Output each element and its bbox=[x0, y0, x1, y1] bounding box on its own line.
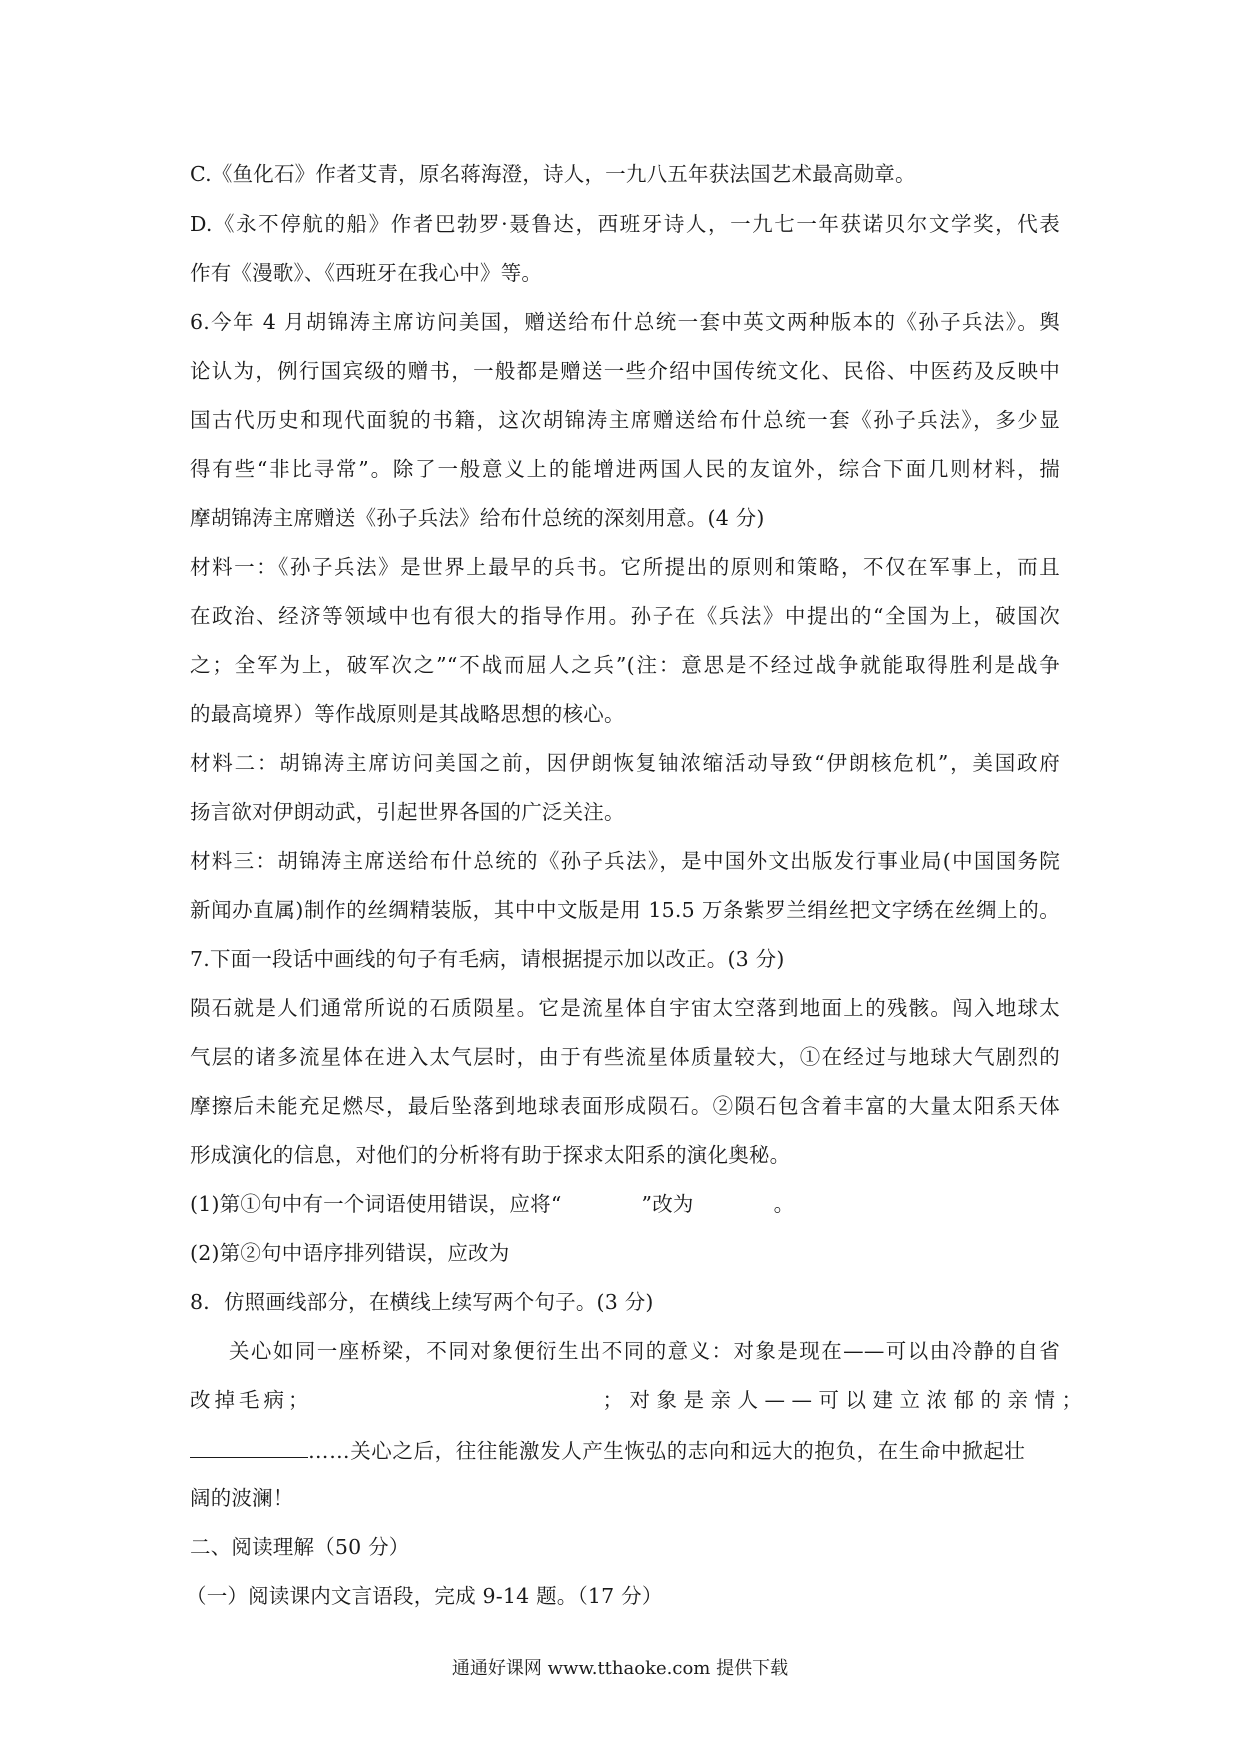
question-6-line-1: 6.今年 4 月胡锦涛主席访问美国，赠送给布什总统一套中英文两种版本的《孙子兵法》。舆 bbox=[190, 310, 1060, 334]
question-7-passage-line-1: 陨石就是人们通常所说的石质陨星。它是流星体自宇宙太空落到地面上的残骸。闯入地球太 bbox=[190, 996, 1060, 1020]
question-6-line-4: 得有些“非比寻常”。除了一般意义上的能增进两国人民的友谊外，综合下面几则材料，揣 bbox=[190, 457, 1060, 481]
question-7-part-1 bbox=[190, 1190, 1060, 1218]
question-7-passage-line-4: 形成演化的信息，对他们的分析将有助于探求太阳系的演化奥秘。 bbox=[190, 1143, 791, 1167]
section-2-heading: 二、阅读理解（50 分） bbox=[190, 1535, 410, 1559]
q7-1-change-to: ”改为 bbox=[641, 1192, 694, 1216]
question-8-body-line-4: 阔的波澜！ bbox=[190, 1486, 294, 1510]
material-3-line-1: 材料三：胡锦涛主席送给布什总统的《孙子兵法》，是中国外文出版发行事业局(中国国务院 bbox=[190, 849, 1060, 873]
question-8-body-line-2 bbox=[190, 1386, 1089, 1414]
question-6-line-3: 国古代历史和现代面貌的书籍，这次胡锦涛主席赠送给布什总统一套《孙子兵法》，多少显 bbox=[190, 408, 1060, 432]
question-8-body-line-1: 关心如同一座桥梁，不同对象便衍生出不同的意义：对象是现在——可以由冷静的自省 bbox=[229, 1339, 1060, 1363]
page-footer: 通通好课网 www.tthaoke.com 提供下载 bbox=[451, 1658, 789, 1679]
section-2-1-heading: （一）阅读课内文言语段，完成 9-14 题。（17 分） bbox=[186, 1584, 663, 1608]
question-6-line-5: 摩胡锦涛主席赠送《孙子兵法》给布什总统的深刻用意。(4 分) bbox=[190, 506, 765, 530]
question-8-title: 8．仿照画线部分，在横线上续写两个句子。(3 分) bbox=[190, 1290, 654, 1314]
material-2-line-2: 扬言欲对伊朗动武，引起世界各国的广泛关注。 bbox=[190, 800, 625, 824]
material-1-line-4: 的最高境界）等作战原则是其战略思想的核心。 bbox=[190, 702, 625, 726]
material-1-line-2: 在政治、经济等领域中也有很大的指导作用。孙子在《兵法》中提出的“全国为上，破国次 bbox=[190, 604, 1060, 628]
q8-fragment-1: 改掉毛病； bbox=[190, 1388, 313, 1412]
question-7-passage-line-2: 气层的诸多流星体在进入太气层时，由于有些流星体质量较大，①在经过与地球大气剧烈的 bbox=[190, 1045, 1060, 1069]
question-7-title: 7.下面一段话中画线的句子有毛病，请根据提示加以改正。(3 分) bbox=[190, 947, 785, 971]
q8-fragment-2: ；对象是亲人——可以建立浓郁的亲情； bbox=[602, 1388, 1089, 1412]
material-3-line-2: 新闻办直属)制作的丝绸精装版，其中中文版是用 15.5 万条紫罗兰绢丝把文字绣在丝绸上的。 bbox=[190, 898, 1060, 922]
answer-underline-blank[interactable] bbox=[190, 1435, 308, 1458]
q7-1-prompt: (1)第①句中有一个词语使用错误，应将“ bbox=[190, 1192, 562, 1216]
material-2-line-1: 材料二：胡锦涛主席访问美国之前，因伊朗恢复铀浓缩活动导致“伊朗核危机”，美国政府 bbox=[190, 751, 1060, 775]
material-1-line-1: 材料一：《孙子兵法》是世界上最早的兵书。它所提出的原则和策略，不仅在军事上，而且 bbox=[190, 555, 1060, 579]
material-1-line-3: 之；全军为上，破军次之”“不战而屈人之兵”(注：意思是不经过战争就能取得胜利是战争 bbox=[190, 653, 1060, 677]
option-c: C.《鱼化石》作者艾青，原名蒋海澄，诗人，一九八五年获法国艺术最高勋章。 bbox=[190, 162, 916, 186]
question-7-part-2: (2)第②句中语序排列错误，应改为 bbox=[190, 1241, 510, 1265]
question-6-line-2: 论认为，例行国宾级的赠书，一般都是赠送一些介绍中国传统文化、民俗、中医药及反映中 bbox=[190, 359, 1060, 383]
q8-fragment-3: ……关心之后，往往能激发人产生恢弘的志向和远大的抱负，在生命中掀起壮 bbox=[308, 1439, 1026, 1463]
question-8-body-line-3 bbox=[190, 1435, 1060, 1465]
q7-1-end: 。 bbox=[773, 1192, 795, 1216]
option-d-continued: 作有《漫歌》、《西班牙在我心中》等。 bbox=[190, 261, 543, 285]
option-d: D.《永不停航的船》作者巴勃罗·聂鲁达，西班牙诗人，一九七一年获诺贝尔文学奖，代表 bbox=[190, 212, 1060, 236]
question-7-passage-line-3: 摩擦后未能充足燃尽，最后坠落到地球表面形成陨石。②陨石包含着丰富的大量太阳系天体 bbox=[190, 1094, 1060, 1118]
